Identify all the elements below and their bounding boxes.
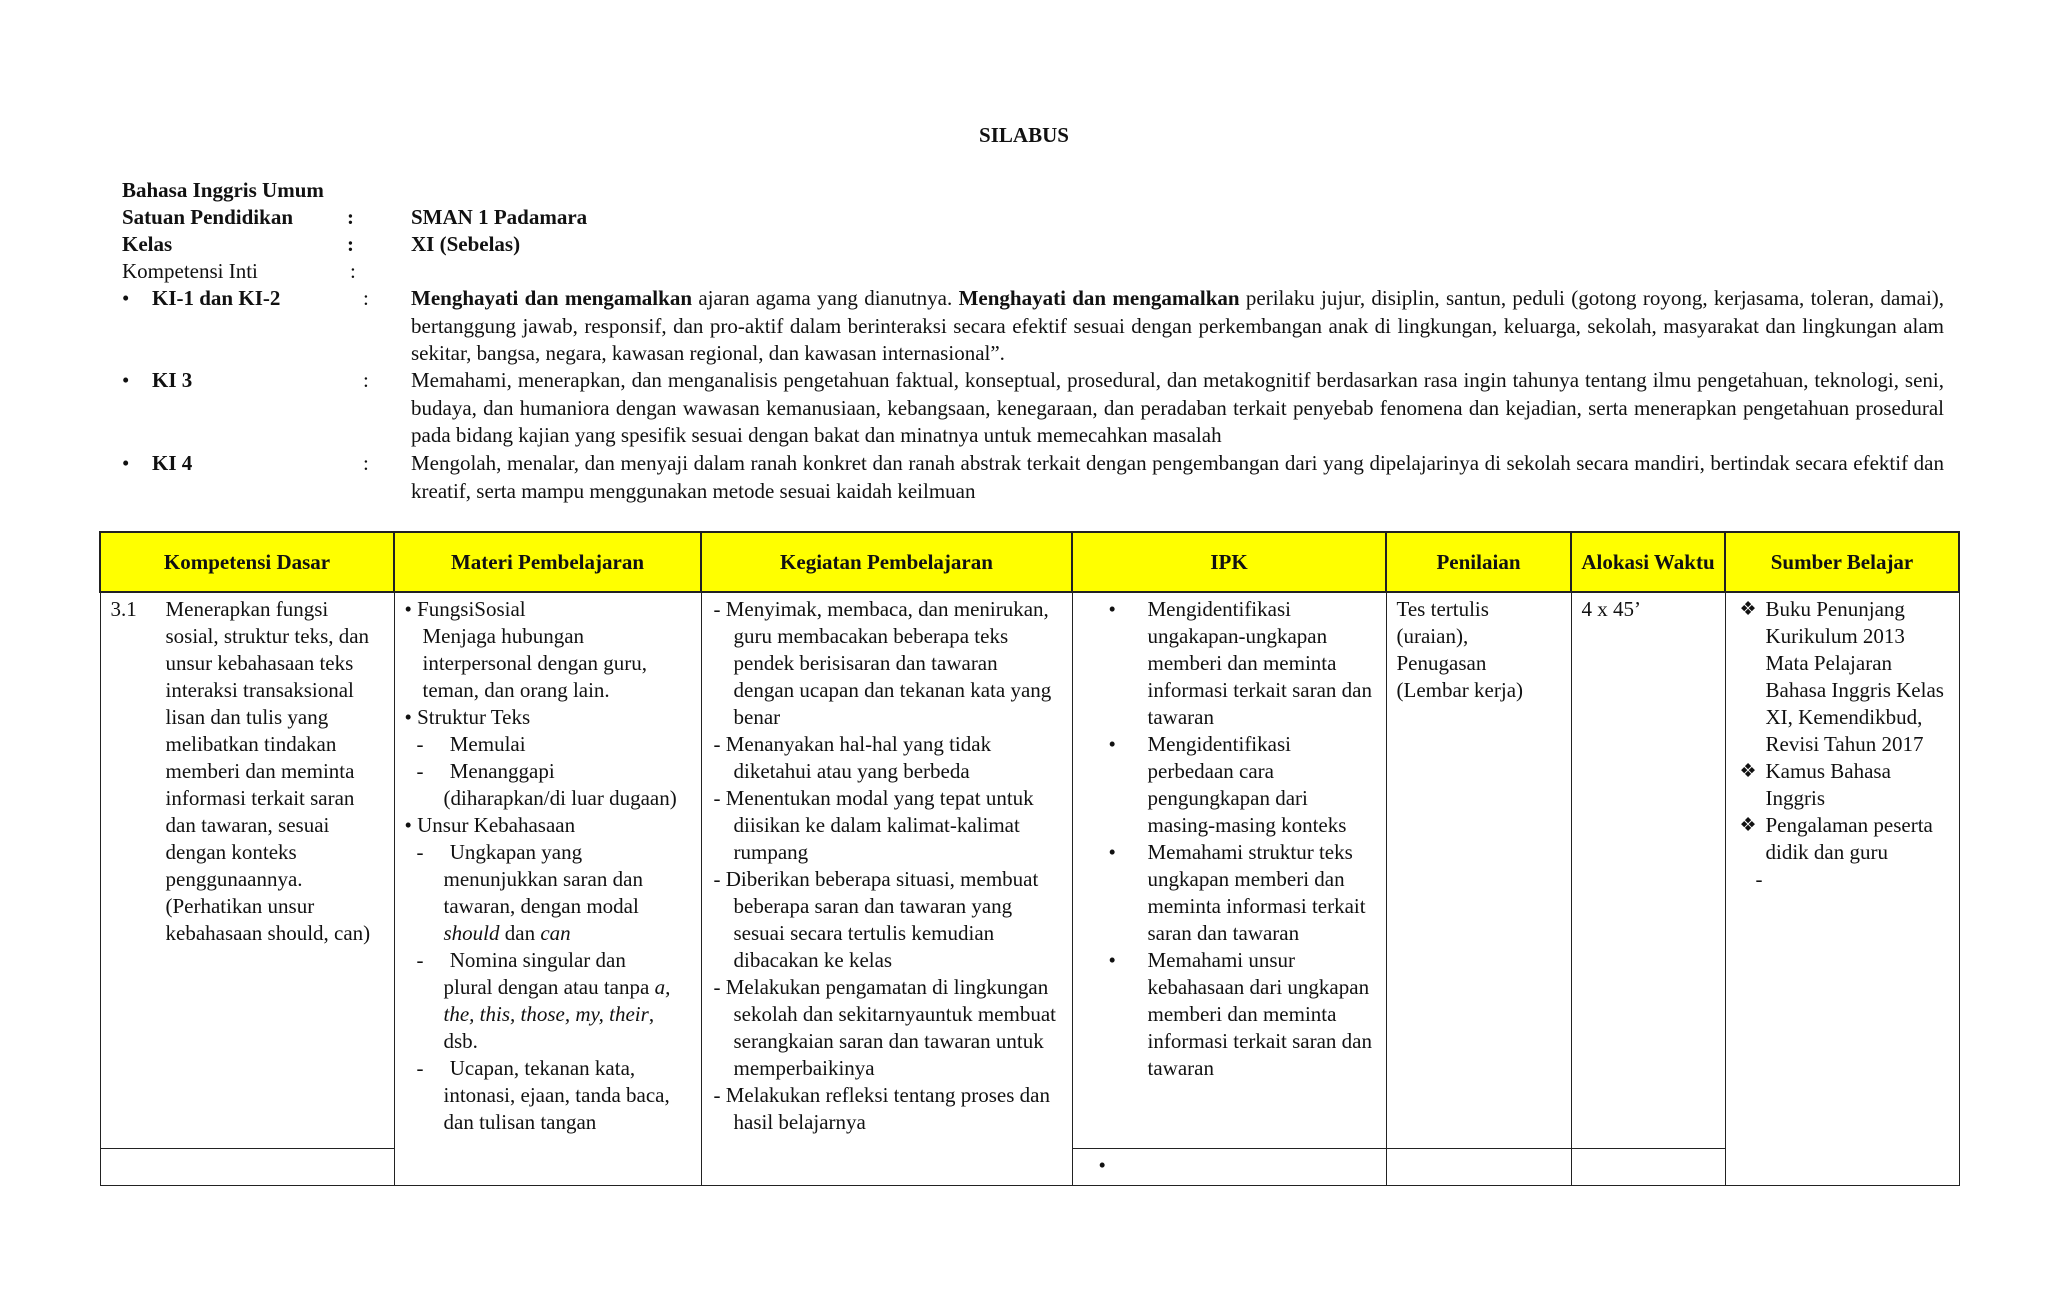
sumber-item: ❖ Pengalaman peserta didik dan guru: [1739, 813, 1933, 864]
ki-text: Mengolah, menalar, dan menyaji dalam ranah konkret dan ranah abstrak terkait dengan pengembangan dari yang dipelajarinya di sekolah secara mandiri, bertindak secara efektif dan kreatif, serta mampu menggunakan metode sesuai kaidah keilmuan: [411, 451, 1944, 503]
materi-sub: - Ungkapan yang: [416, 840, 583, 864]
header-materi: Materi Pembelajaran: [394, 532, 701, 592]
info-label: Kelas: [122, 232, 173, 256]
materi-cell: [394, 592, 701, 1186]
info-label: Kompetensi Inti: [122, 259, 258, 283]
materi-sub-cont: intonasi, ejaan, tanda baca, dan tulisan tangan: [443, 1083, 670, 1134]
info-label: Satuan Pendidikan: [122, 205, 293, 229]
ki-label: KI-1 dan KI-2: [152, 286, 281, 310]
materi-sub-cont: (diharapkan/di luar dugaan): [443, 786, 677, 810]
table-row: [100, 592, 1959, 1149]
bullet-icon: •: [1108, 948, 1116, 972]
kegiatan-item: - Menentukan modal yang tepat untuk diisikan ke dalam kalimat-kalimat rumpang: [713, 786, 1034, 864]
subject-title: Bahasa Inggris Umum: [122, 178, 324, 202]
ki-text: Memahami, menerapkan, dan menganalisis pengetahuan faktual, konseptual, prosedural, dan metakognitif berdasarkan rasa ingin tahunya tentang ilmu pengetahuan, teknologi, seni, budaya, dan humaniora dengan wawasan kemanusiaan, kebangsaan, kenegaraan, dan peradaban terkait penyebab fenomena dan kejadian, serta menerapkan pengetahuan prosedural pada bidang kajian yang spesifik sesuai dengan bakat dan minatnya untuk memecahkan masalah: [411, 368, 1944, 447]
materi-bullet: • Unsur Kebahasaan: [404, 813, 576, 837]
kd-text: Menerapkan fungsi sosial, struktur teks, dan unsur kebahasaan teks interaksi transaksional lisan dan tulis yang melibatkan tindakan memberi dan meminta informasi terkait saran dan tawaran, sesuai dengan konteks penggunaannya. (Perhatikan unsur kebahasaan should, can): [165, 597, 371, 945]
bullet-icon: •: [122, 451, 130, 475]
info-colon: :: [347, 205, 354, 229]
sumber-item: ❖ Buku Penunjang Kurikulum 2013 Mata Pelajaran Bahasa Inggris Kelas XI, Kemendikbud, Revisi Tahun 2017: [1739, 597, 1944, 756]
materi-text: Menjaga hubungan interpersonal dengan guru, teman, dan orang lain.: [422, 624, 648, 702]
ki-label: KI 4: [152, 451, 193, 475]
info-row-core-competence: [122, 258, 722, 285]
kegiatan-item: - Menanyakan hal-hal yang tidak diketahui atau yang berbeda: [713, 732, 992, 783]
diamond-bullet-icon: ❖: [1739, 599, 1757, 620]
alokasi-cell: 4 x 45’: [1571, 592, 1725, 1149]
materi-bullet: • Struktur Teks: [404, 705, 531, 729]
bullet-icon: •: [1108, 840, 1116, 864]
info-colon: :: [350, 259, 356, 283]
materi-sub: - Memulai: [416, 732, 526, 756]
empty-cell: [1386, 1149, 1571, 1186]
kegiatan-item: - Melakukan pengamatan di lingkungan sekolah dan sekitarnyauntuk membuat serangkaian saran dan tawaran untuk memperbaikinya: [713, 975, 1056, 1080]
bullet-icon: •: [122, 286, 130, 310]
ipk-item: • Memahami struktur teks ungkapan memberi dan meminta informasi terkait saran dan tawaran: [1108, 840, 1366, 945]
materi-sub: - Nomina singular dan: [416, 948, 626, 972]
ki-label: KI 3: [152, 368, 193, 392]
kd-cell: [100, 592, 394, 1149]
bullet-icon: •: [1108, 732, 1116, 756]
ki-row-ki4: [122, 450, 1944, 506]
materi-sub-cont: plural dengan atau tanpa a, the, this, those, my, their, dsb.: [443, 975, 671, 1053]
header-penilaian: Penilaian: [1386, 532, 1571, 592]
materi-sub: - Ucapan, tekanan kata,: [416, 1056, 636, 1080]
empty-cell: [1571, 1149, 1725, 1186]
kd-number: 3.1: [110, 597, 137, 621]
diamond-bullet-icon: ❖: [1739, 815, 1757, 836]
bullet-icon: •: [1098, 1153, 1106, 1177]
ki-row-ki1-ki2: [122, 285, 1944, 368]
bullet-icon: •: [122, 368, 130, 392]
kegiatan-item: - Melakukan refleksi tentang proses dan hasil belajarnya: [713, 1083, 1050, 1134]
ki-colon: :: [363, 286, 369, 310]
ki-text: Menghayati dan mengamalkan ajaran agama yang dianutnya. Menghayati dan mengamalkan perilaku jujur, disiplin, santun, peduli (gotong royong, kerjasama, toleran, damai), bertanggung jawab, responsif, dan pro-aktif dalam berinteraksi secara efektif sesuai dengan perkembangan anak di lingkungan, keluarga, sekolah, masyarakat dan lingkungan alam sekitar, bangsa, negara, kawasan regional, dan kawasan internasional”.: [411, 286, 1945, 365]
empty-cell: [100, 1149, 394, 1186]
info-value: SMAN 1 Padamara: [411, 205, 588, 229]
document-title: SILABUS: [979, 123, 1069, 147]
sumber-cell: [1725, 592, 1959, 1186]
table-header-row: [100, 532, 1959, 592]
kegiatan-item: - Menyimak, membaca, dan menirukan, guru membacakan beberapa teks pendek berisisaran dan tawaran dengan ucapan dan tekanan kata yang benar: [713, 597, 1052, 729]
ki-colon: :: [363, 368, 369, 392]
sumber-dash: -: [1755, 867, 1763, 891]
diamond-bullet-icon: ❖: [1739, 761, 1757, 782]
penilaian-cell: Tes tertulis (uraian), Penugasan (Lembar kerja): [1386, 592, 1571, 1149]
header-kegiatan: Kegiatan Pembelajaran: [701, 532, 1072, 592]
info-value: XI (Sebelas): [411, 232, 521, 256]
materi-bullet: • FungsiSosial: [404, 597, 526, 621]
info-row-class: [122, 231, 722, 258]
info-colon: :: [347, 232, 354, 256]
ki-colon: :: [363, 451, 369, 475]
materi-sub: - Menanggapi: [416, 759, 555, 783]
header-alokasi-waktu: Alokasi Waktu: [1571, 532, 1725, 592]
bullet-icon: •: [1108, 597, 1116, 621]
ipk-cell: [1072, 592, 1386, 1149]
kegiatan-cell: [701, 592, 1072, 1186]
header-kompetensi-dasar: Kompetensi Dasar: [100, 532, 394, 592]
header-ipk: IPK: [1072, 532, 1386, 592]
syllabus-table: [99, 531, 1960, 1186]
materi-sub-cont: menunjukkan saran dan tawaran, dengan modal should dan can: [443, 867, 643, 945]
kegiatan-item: - Diberikan beberapa situasi, membuat beberapa saran dan tawaran yang sesuai secara tertulis kemudian dibacakan ke kelas: [713, 867, 1039, 972]
ipk-item: • Memahami unsur kebahasaan dari ungkapan memberi dan meminta informasi terkait saran dan tawaran: [1108, 948, 1372, 1080]
sumber-item: ❖ Kamus Bahasa Inggris: [1739, 759, 1891, 810]
ipk-empty-bullet: [1072, 1149, 1386, 1186]
ipk-item: • Mengidentifikasi perbedaan cara pengungkapan dari masing-masing konteks: [1108, 732, 1347, 837]
info-row-school: [122, 204, 722, 231]
ki-row-ki3: [122, 367, 1944, 450]
ipk-item: • Mengidentifikasi ungakapan-ungkapan memberi dan meminta informasi terkait saran dan tawaran: [1108, 597, 1372, 729]
header-sumber-belajar: Sumber Belajar: [1725, 532, 1959, 592]
